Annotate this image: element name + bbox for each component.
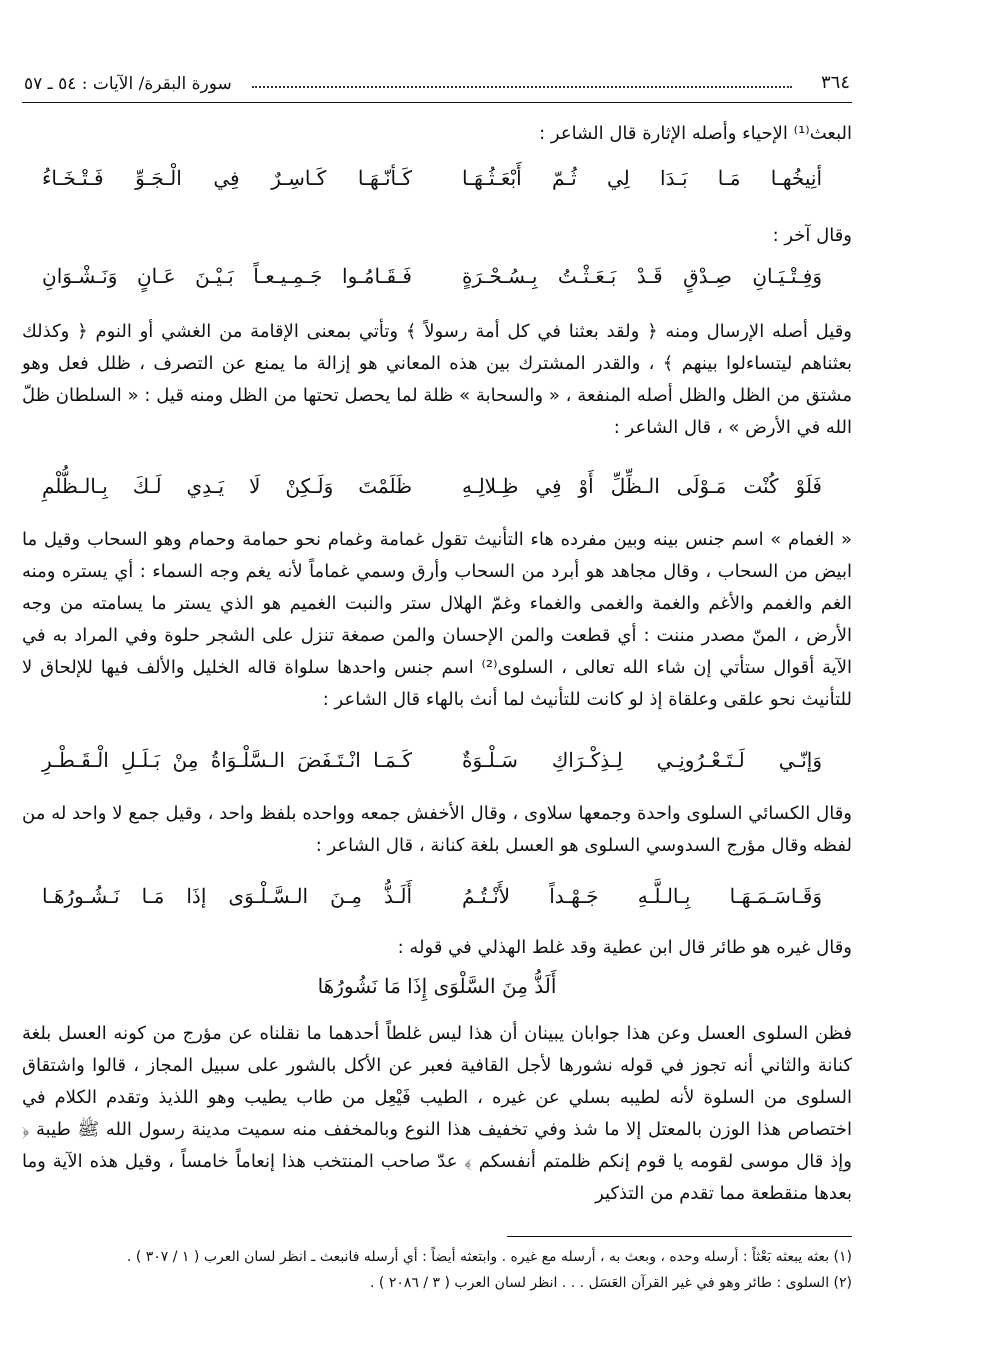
header-leader-dots bbox=[252, 86, 792, 88]
page-header bbox=[22, 66, 852, 103]
verse-first-hemistich: فَلَوْ كُنْت مَـوْلَى الـظِّلِّ أَوْ فِي ظِـلالِـهِ bbox=[462, 474, 822, 498]
paragraph-2 bbox=[22, 220, 852, 252]
paragraph-text: وقال آخر : bbox=[772, 225, 852, 246]
paragraph-text: البعث⁽¹⁾ الإحياء وأصله الإثارة قال الشاعر : bbox=[539, 123, 852, 144]
paragraph-7 bbox=[22, 1018, 852, 1210]
verse-second-hemistich: أَلَـذُّ مِـنَ الـسَّـلْـوَى إذَا مَـا نَـشُـورُهَـا bbox=[42, 884, 412, 908]
paragraph-text: وقال الكسائي السلوى واحدة وجمعها سلاوى ، وقال الأخفش جمعه وواحده بلفظ واحد ، وقيل جمع لا واحد له من لفظه وقال مؤرج السدوسي السلوى هو العسل بلغة كنانة ، قال الشاعر : bbox=[22, 803, 852, 856]
paragraph-6 bbox=[22, 932, 852, 964]
paragraph-4 bbox=[22, 524, 852, 716]
verse-second-hemistich: فَـقَـامُـوا جَـمِـيـعـاً بَـيْـنَ عَـانٍ وَنَـشْـوَانِ bbox=[42, 264, 412, 288]
verse-second-hemistich: كَـمَـا انْـتَـفَضَ الـسَّلْـوَاةُ مِنْ بَـلَـلِ الْـقَـطْـرِ bbox=[42, 748, 412, 772]
paragraph-1 bbox=[22, 118, 852, 150]
verse-1 bbox=[22, 160, 852, 200]
verse-first-hemistich: وَإنّـي لَـتَـعْـرُونِـي لِـذِكْـرَاكِ سَـلْـوَةٌ bbox=[462, 748, 822, 772]
verse-5 bbox=[22, 878, 852, 918]
paragraph-text: « الغمام » اسم جنس بينه وبين مفرده هاء التأنيث تقول غمامة وغمام نحو حمامة وحمام وهو السحاب وقيل ما ابيض من السحاب ، وقال مجاهد هو أبرد من السحاب وأرق وسمي غماماً لأنه يغم وجه السماء : أي يستره ومنه الغم والغمم والأغم والغمة والغمى والغماء وغمّ الهلال ستر والنبت الغميم هو الذي يستر ما يسامته من وجه الأرض ، المنّ مصدر مننت : أي قطعت والمن الإحسان والمن صمغة تنزل على الشجر حلوة وفي المراد به في الآية أقوال ستأتي إن شاء الله تعالى ، السلوى⁽²⁾ اسم جنس واحدها سلواة قاله الخليل والألف فيها للإلحاق لا للتأنيث نحو علقى وعلقاة إذ لو كانت للتأنيث لما أنث بالهاء قال الشاعر : bbox=[22, 529, 853, 710]
paragraph-3 bbox=[22, 316, 852, 444]
verse-second-hemistich: ظَلَمْتَ وَلَـكِنْ لَا يَـدِي لَـكَ بِـالـظُّلْمِ bbox=[42, 474, 412, 498]
running-title: سورة البقرة/ الآيات : ٥٤ ـ ٥٧ bbox=[24, 74, 232, 94]
verse-3 bbox=[22, 468, 852, 508]
verse-second-hemistich: كَـأنّـهَـا كَـاسِـرٌ فِي الْـجَـوِّ فَـتْـخَـاءُ bbox=[42, 166, 412, 190]
book-page bbox=[22, 66, 852, 1356]
footnote-2: (٢) السلوى : طائر وهو في غير القرآن العَسَل . . . انظر لسان العرب ( ٣ / ٢٠٨٦ ) . bbox=[370, 1275, 852, 1291]
footnote-separator bbox=[507, 1236, 852, 1237]
verse-first-hemistich: وَقَـاسَـمَـهَـا بِـالـلَّـهِ جَـهْـداً لأَنْـتُـمُ bbox=[462, 884, 822, 908]
quoted-hemistich: أَلَذُّ مِنَ السَّلْوَى إِذَا مَا نَشُورُهَا bbox=[317, 974, 557, 998]
paragraph-text: وقيل أصله الإرسال ومنه ﴿ ولقد بعثنا في كل أمة رسولاً ﴾ وتأتي بمعنى الإقامة من الغشي أو النوم ﴿ وكذلك بعثناهم ليتساءلوا بينهم ﴾ ، والقدر المشترك بين هذه المعاني هو إزالة ما يمنع عن التصرف ، ظلل فعل وهو مشتق من الظل والظل أصله المنفعة ، « والسحابة » ظلة لما يحصل تحتها من الظل ومنه قيل : « السلطان ظلّ الله في الأرض » ، قال الشاعر : bbox=[22, 321, 852, 438]
verse-first-hemistich: أنِيخُهـا مَـا بَـدَا لِي ثُـمّ أَبْعَـثُـهَـا bbox=[462, 166, 822, 190]
verse-first-hemistich: وَفِـتْـيَـانِ صِـدْقٍ قَـدْ بَـعَـثْـتُ بِـسُـحْـرَةٍ bbox=[462, 264, 822, 288]
verse-2 bbox=[22, 258, 852, 298]
verse-4 bbox=[22, 742, 852, 782]
footnote-1: (١) بعثه يبعثه بَعْثاً : أرسله وحده ، وبعث به ، أرسله مع غيره . وابتعثه أيضاً : أي أرسله فانبعث ـ انظر لسان العرب ( ١ / ٣٠٧ ) . bbox=[126, 1249, 852, 1265]
paragraph-text: وقال غيره هو طائر قال ابن عطية وقد غلط الهذلي في قوله : bbox=[397, 937, 852, 958]
paragraph-5 bbox=[22, 798, 852, 862]
paragraph-text: فظن السلوى العسل وعن هذا جوابان يبينان أن هذا ليس غلطاً أحدهما ما نقلناه عن مؤرج من كونه العسل بلغة كنانة والثاني أنه تجوز في قوله نشورها لأجل القافية فعبر عن الأكل بالشور على سبيل المجاز ، قالوا واشتقاق السلوى من السلوة لأنه لطيبه بسلي عن غيره ، الطيب فَيْعِل من طاب يطيب وهو اللذيذ وتقدم الكلام في اختصاص هذا الوزن بالمعتل إلا ما شذ وفي تخفيف هذا النوع وبالمخفف منه سميت مدينة رسول الله ﷺ طيبة ﴿ وإذ قال موسى لقومه يا قوم إنكم ظلمتم أنفسكم ﴾ عدّ صاحب المنتخب هذا إنعاماً خامساً ، وقيل هذه الآية وما بعدها منقطعة مما تقدم من التذكير bbox=[22, 1023, 852, 1204]
page-number: ٣٦٤ bbox=[820, 72, 850, 93]
